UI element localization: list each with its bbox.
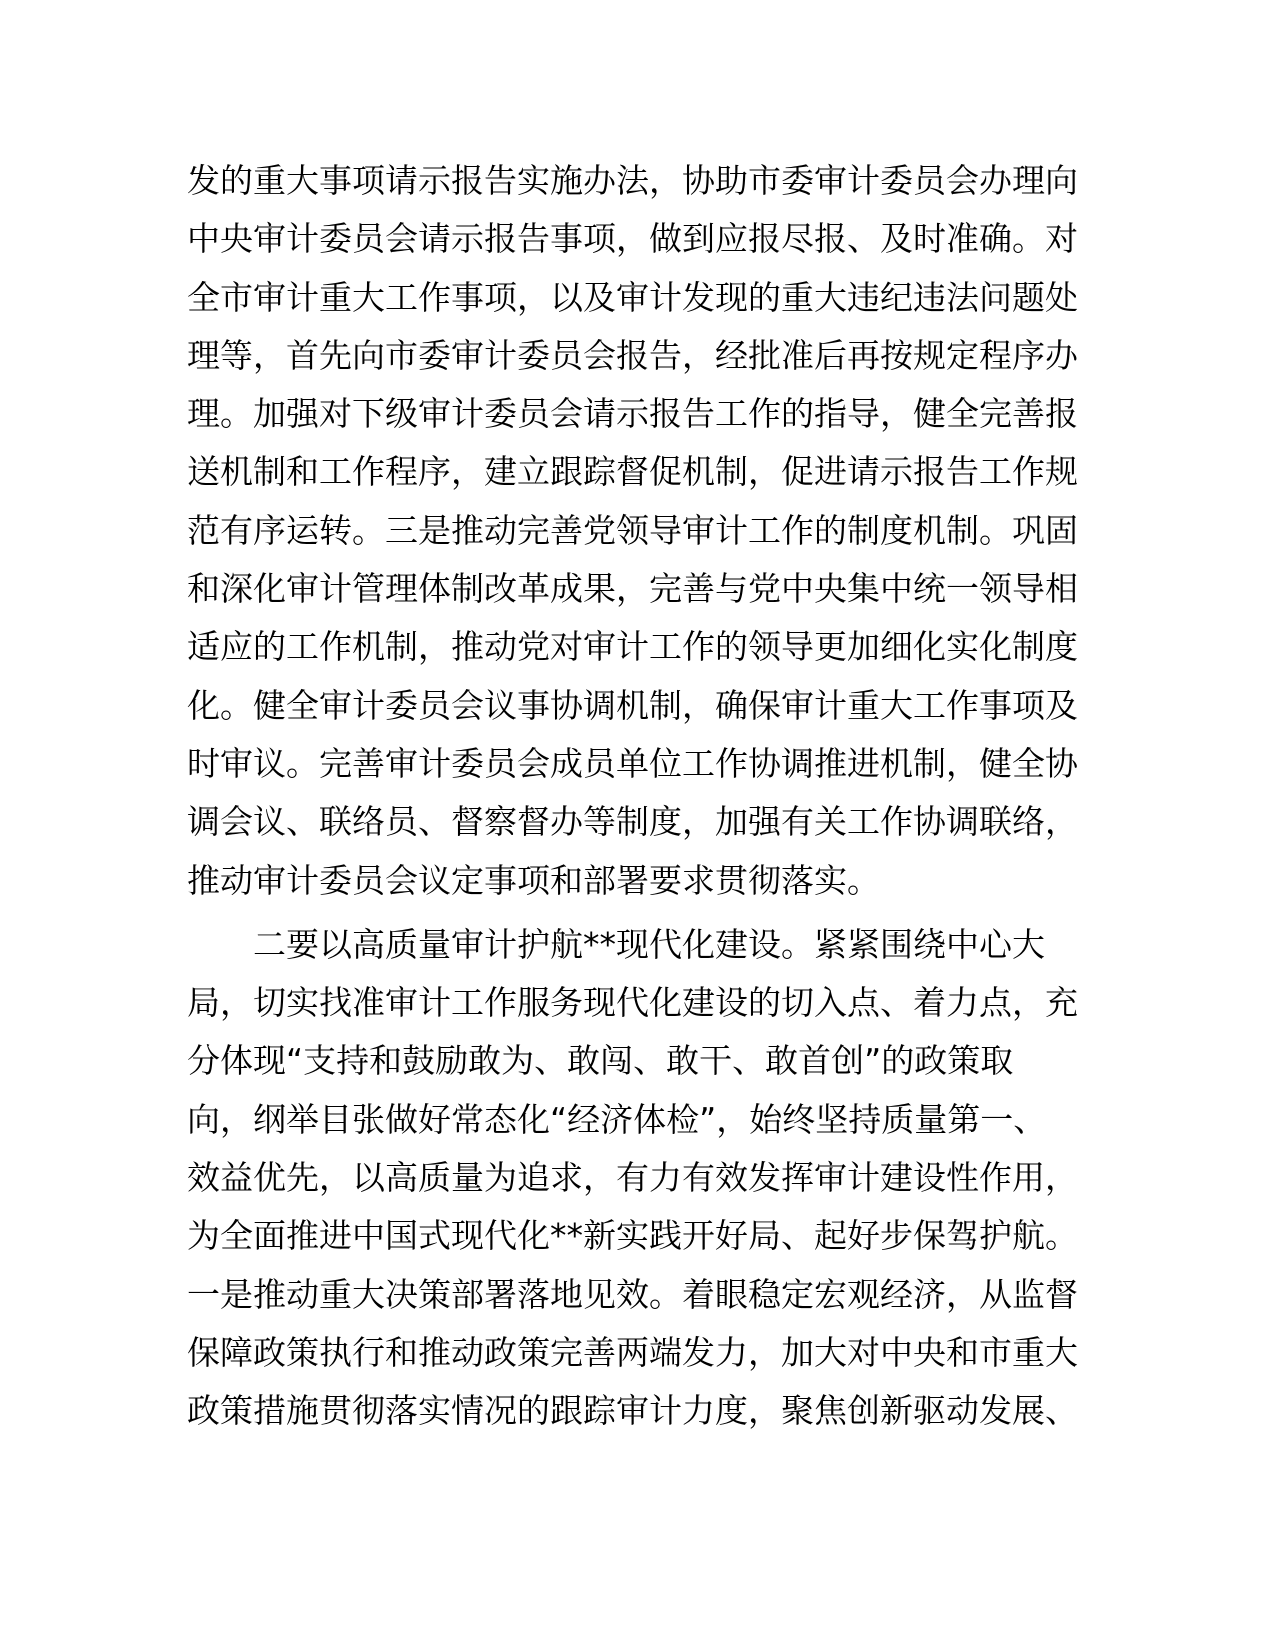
text-line: 局，切实找准审计工作服务现代化建设的切入点、着力点，充 [187, 983, 1078, 1023]
text-line: 为全面推进中国式现代化**新实践开好局、起好步保驾护航。 [187, 1216, 1078, 1256]
body-text [187, 152, 1087, 1441]
text-line: 二要以高质量审计护航**现代化建设。紧紧围绕中心大 [187, 924, 1045, 964]
text-line: 分体现“支持和鼓励敢为、敢闯、敢干、敢首创”的政策取 [187, 1041, 1014, 1081]
paragraph-2 [187, 916, 1087, 1441]
text-line: 范有序运转。三是推动完善党领导审计工作的制度机制。巩固 [187, 510, 1078, 550]
text-line: 理。加强对下级审计委员会请示报告工作的指导，健全完善报 [187, 394, 1078, 434]
text-line: 全市审计重大工作事项，以及审计发现的重大违纪违法问题处 [187, 277, 1078, 317]
text-line: 一是推动重大决策部署落地见效。着眼稳定宏观经济，从监督 [187, 1274, 1078, 1314]
text-line: 发的重大事项请示报告实施办法，协助市委审计委员会办理向 [187, 161, 1078, 200]
paragraph-1 [187, 152, 1087, 910]
text-line: 效益优先，以高质量为追求，有力有效发挥审计建设性作用， [187, 1158, 1078, 1198]
text-line: 向，纲举目张做好常态化“经济体检”，始终坚持质量第一、 [187, 1099, 1047, 1139]
text-line: 政策措施贯彻落实情况的跟踪审计力度，聚焦创新驱动发展、 [187, 1391, 1078, 1431]
text-line: 推动审计委员会议定事项和部署要求贯彻落实。 [187, 860, 880, 900]
text-line: 化。健全审计委员会议事协调机制，确保审计重大工作事项及 [187, 685, 1078, 725]
text-line: 理等，首先向市委审计委员会报告，经批准后再按规定程序办 [187, 335, 1078, 375]
text-line: 时审议。完善审计委员会成员单位工作协调推进机制，健全协 [187, 743, 1078, 783]
text-line: 和深化审计管理体制改革成果，完善与党中央集中统一领导相 [187, 569, 1078, 609]
text-line: 保障政策执行和推动政策完善两端发力，加大对中央和市重大 [187, 1332, 1078, 1372]
text-line: 适应的工作机制，推动党对审计工作的领导更加细化实化制度 [187, 627, 1078, 667]
text-line: 送机制和工作程序，建立跟踪督促机制，促进请示报告工作规 [187, 452, 1078, 492]
text-line: 调会议、联络员、督察督办等制度，加强有关工作协调联络， [187, 802, 1078, 842]
text-line: 中央审计委员会请示报告事项，做到应报尽报、及时准确。对 [187, 219, 1078, 259]
